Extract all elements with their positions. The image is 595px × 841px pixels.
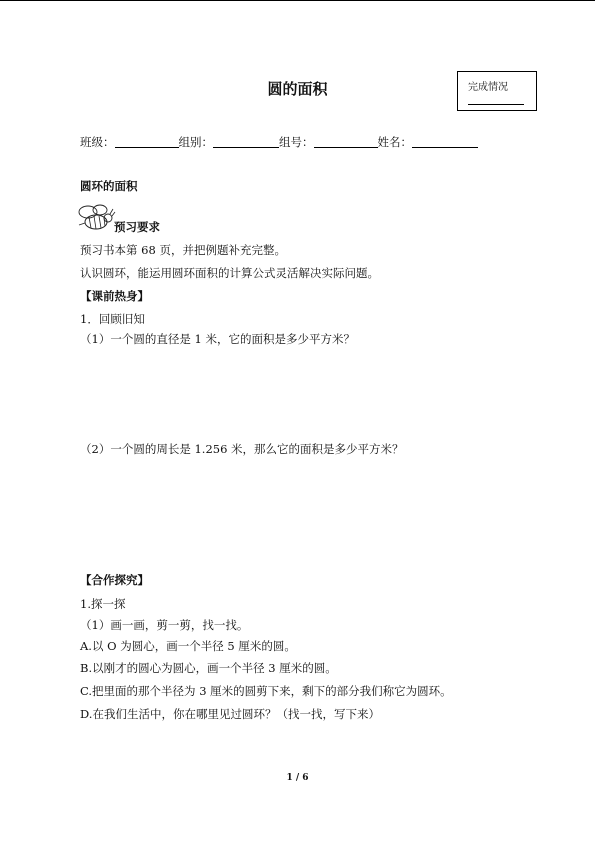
completion-status-label: 完成情况: [468, 82, 508, 93]
preview-heading: 预习要求: [114, 220, 160, 234]
page-number: 1 / 6: [286, 773, 309, 783]
bee-mascot-icon: [76, 203, 116, 233]
explore-step-b: B.以刚才的圆心为圆心，画一个半径 3 厘米的圆。: [80, 661, 337, 675]
explore-heading: 【合作探究】: [80, 573, 149, 587]
student-info-row: [80, 134, 478, 150]
explore-step-a: A.以 O 为圆心，画一个半径 5 厘米的圆。: [80, 639, 296, 653]
class-blank[interactable]: [115, 146, 179, 148]
explore-step-c: C.把里面的那个半径为 3 厘米的圆剪下来，剩下的部分我们称它为圆环。: [80, 684, 452, 698]
name-label: 姓名：: [377, 135, 412, 149]
preview-line-2: 认识圆环，能运用圆环面积的计算公式灵活解决实际问题。: [80, 266, 379, 280]
completion-status-box: [457, 71, 537, 111]
group-blank[interactable]: [213, 146, 279, 148]
group-number-label: 组号：: [279, 135, 314, 149]
completion-status-blank[interactable]: [468, 104, 524, 105]
group-number-blank[interactable]: [314, 146, 378, 148]
top-border-line: [0, 0, 595, 1]
section-title: 圆环的面积: [80, 179, 138, 193]
explore-item-1: 1.探一探: [80, 597, 126, 611]
warmup-heading: 【课前热身】: [80, 289, 149, 303]
group-label: 组别：: [178, 135, 213, 149]
class-label: 班级：: [80, 135, 115, 149]
page-title: 圆的面积: [267, 80, 328, 98]
name-blank[interactable]: [412, 146, 478, 148]
warmup-question-1: （1）一个圆的直径是 1 米，它的面积是多少平方米？: [80, 332, 355, 346]
explore-step-d: D.在我们生活中，你在哪里见过圆环？（找一找，写下来）: [80, 707, 380, 721]
warmup-question-2: （2）一个圆的周长是 1.256 米，那么它的面积是多少平方米？: [80, 442, 404, 456]
explore-sub-1: （1）画一画，剪一剪，找一找。: [80, 618, 249, 632]
warmup-item-1: 1．回顾旧知: [80, 312, 145, 326]
preview-line-1: 预习书本第 68 页，并把例题补充完整。: [80, 243, 286, 257]
